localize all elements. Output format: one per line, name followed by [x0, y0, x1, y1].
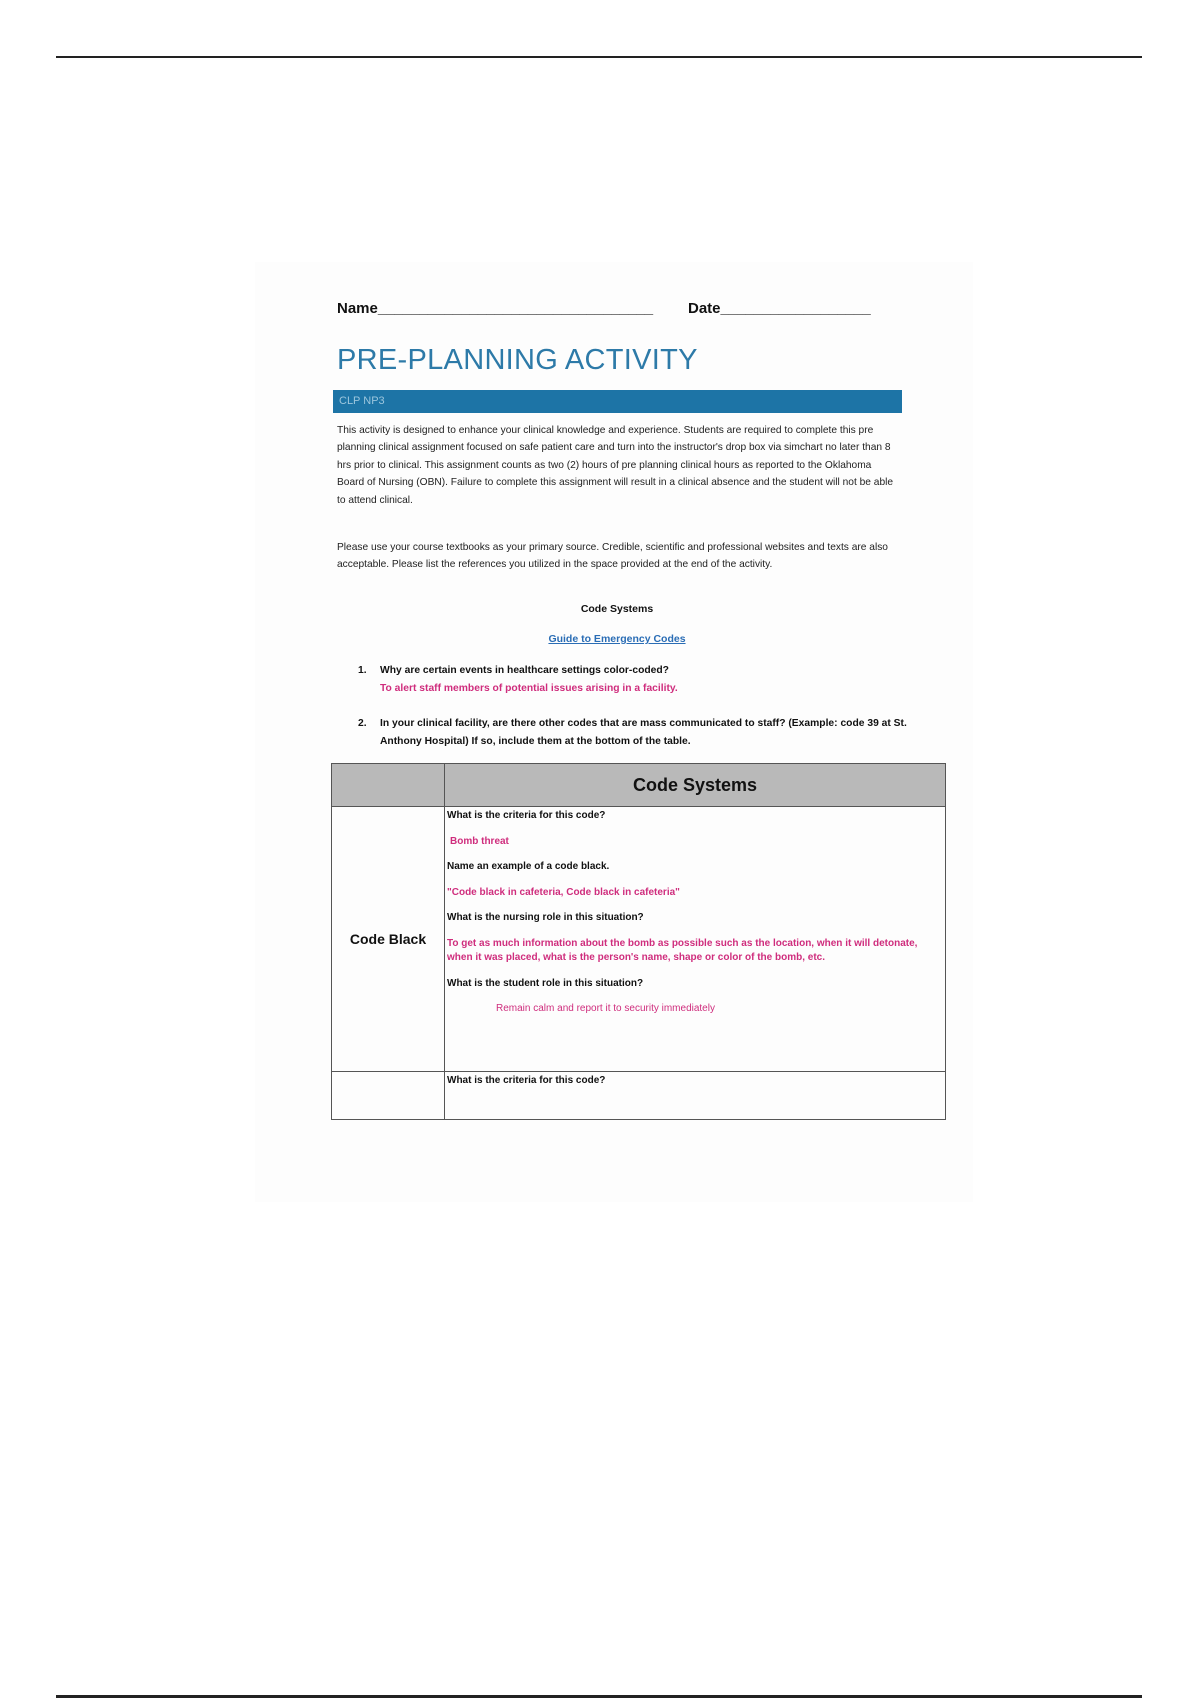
code-details-cell[interactable] — [445, 807, 946, 1072]
document-title: PRE-PLANNING ACTIVITY — [337, 344, 698, 376]
question-text: Why are certain events in healthcare settings color-coded? — [380, 665, 669, 676]
question-number: 2. — [358, 718, 367, 729]
table-header-blank — [332, 764, 445, 807]
table-header-title: Code Systems — [445, 764, 946, 807]
name-field[interactable]: Name_________________________________ — [337, 300, 654, 317]
example-question: Name an example of a code black. — [447, 861, 610, 872]
student-role-answer: Remain calm and report it to security immediately — [496, 1003, 715, 1014]
table-header-row — [332, 764, 946, 807]
document-page — [255, 262, 973, 1202]
code-details-cell[interactable] — [445, 1072, 946, 1120]
code-name-cell: Code Black — [332, 807, 445, 1072]
sources-paragraph: Please use your course textbooks as your primary source. Credible, scientific and professional websites and texts are also acceptable. Please list the references you utilized in the space provided at the end of the activity. — [337, 542, 888, 571]
intro-paragraph: This activity is designed to enhance your clinical knowledge and experience. Students are required to complete this pre planning clinical assignment focused on safe patient care and turn into the instructor's drop box via simchart no later than 8 hrs prior to clinical. This assignment counts as two (2) hours of pre planning clinical hours as reported to the Oklahoma Board of Nursing (OBN). Failure to complete this assignment will result in a clinical absence and the student will not be able to attend clinical. — [337, 425, 894, 506]
example-answer: "Code black in cafeteria, Code black in cafeteria" — [447, 887, 680, 898]
criteria-answer: Bomb threat — [450, 836, 509, 847]
table-row — [332, 807, 946, 1072]
question-number: 1. — [358, 665, 367, 676]
code-name-cell[interactable] — [332, 1072, 445, 1120]
subtitle-bar: CLP NP3 — [333, 390, 902, 413]
nursing-role-answer: To get as much information about the bomb as possible such as the location, when it will detonate, when it was placed, what is the person's name, shape or color of the bomb, etc. — [447, 938, 918, 963]
top-rule — [56, 56, 1142, 58]
criteria-question: What is the criteria for this code? — [447, 810, 606, 821]
guide-to-emergency-codes-link[interactable]: Guide to Emergency Codes — [548, 633, 686, 645]
table-row — [332, 1072, 946, 1120]
question-1 — [358, 662, 918, 697]
student-role-question: What is the student role in this situation? — [447, 978, 644, 989]
date-field[interactable]: Date__________________ — [688, 300, 871, 317]
question-2 — [358, 715, 918, 750]
question-text: In your clinical facility, are there other codes that are mass communicated to staff? (Example: code 39 at St. Anthony Hospital) If so, include them at the bottom of the table. — [380, 718, 907, 747]
name-date-line — [337, 300, 897, 317]
criteria-question: What is the criteria for this code? — [447, 1075, 606, 1086]
question-answer: To alert staff members of potential issues arising in a facility. — [380, 682, 678, 694]
nursing-role-question: What is the nursing role in this situation? — [447, 912, 644, 923]
bottom-rule — [56, 1695, 1142, 1698]
section-heading: Code Systems — [580, 603, 654, 615]
code-systems-table — [331, 763, 946, 1120]
